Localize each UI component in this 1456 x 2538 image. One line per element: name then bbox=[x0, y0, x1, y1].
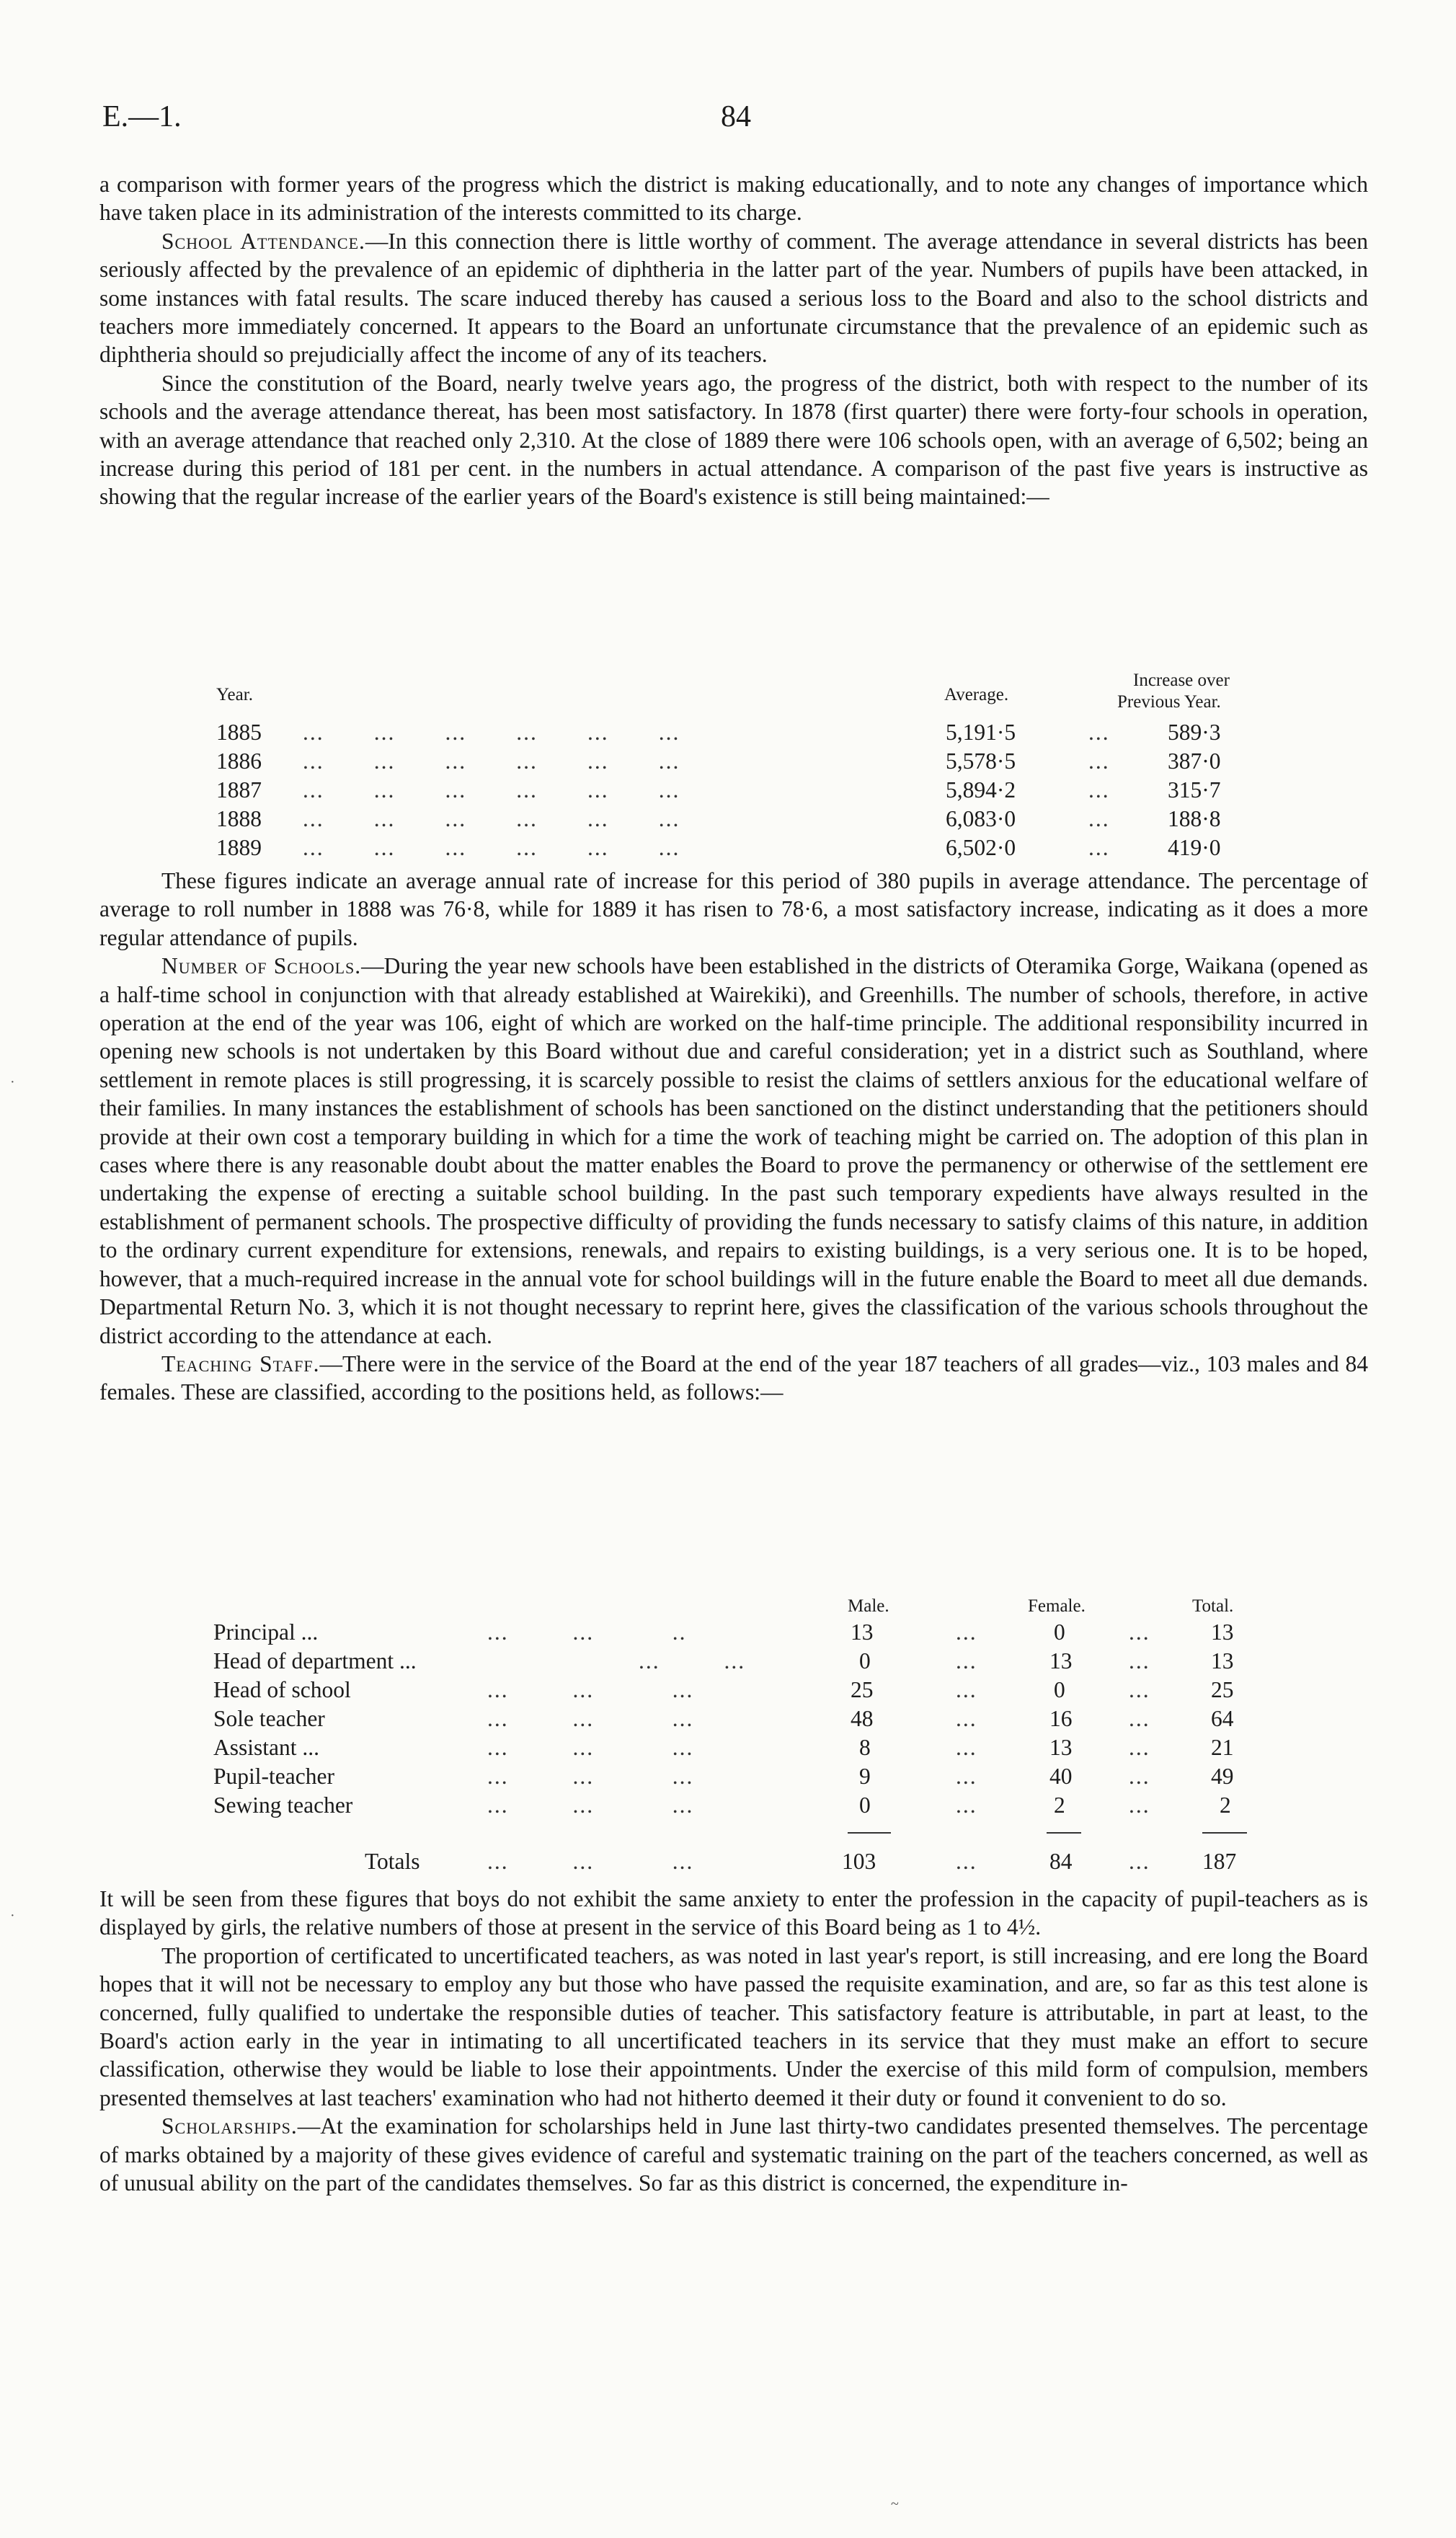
col-female-header: Female. bbox=[1028, 1596, 1086, 1616]
margin-speck: · bbox=[10, 1074, 15, 1090]
paragraph-teaching-staff-text: —There were in the service of the Board at the end of the year 187 teachers of all grades—viz., 103 males and 84 females. These are classified, according to the positions held, as follows:— bbox=[99, 1350, 1368, 1405]
heading-school-attendance: School Attendance. bbox=[161, 228, 365, 254]
table-row: Sole teacher ... ... ... 48 ... 16 ... 64 bbox=[213, 1706, 1234, 1731]
paragraph-number-of-schools-text: —During the year new schools have been established in the districts of Oteramika Gorge, Waikana (opened as a half-time school in conjunction with that already established at Wairekiki), and Greenhills. The number of schools, therefore, in active operation at the end of the year was 106, eight of which are worked on the half-time principle. The additional responsibility incurred in opening new schools is not undertaken by this Board without due and careful consideration; yet in a district such as Southland, where settlement in remote places is still progressing, it is scarcely possible to resist the claims of settlers anxious for the educational welfare of their families. In many instances the establishment of schools has been sanctioned on the distinct understanding that the petitioners should provide at their own cost a temporary building in which for a time the work of teaching might be carried on. The adoption of this plan in cases where there is any reasonable doubt about the matter enables the Board to prove the permanency or otherwise of the settlement ere undertaking the expense of erecting a suitable school building. In the past such temporary expedients have always resulted in the establishment of permanent schools. The prospective difficulty of providing the funds necessary to satisfy claims of this nature, in addition to the ordinary current expenditure for extensions, renewals, and repairs to existing buildings, is a very serious one. It is to be hoped, however, that a much-required increase in the annual vote for school buildings will in the future enable the Board to meet all due demands. Departmental Return No. 3, which it is not thought necessary to reprint here, gives the classification of the various schools throughout the district according to the attendance at each. bbox=[99, 953, 1368, 1348]
table-row: Sewing teacher ... ... ... 0 ... 2 ... 2 bbox=[213, 1792, 1231, 1818]
page-number: 84 bbox=[721, 100, 751, 133]
table-row: 1887 ... ... ... ... ... ... 5,894·2 ... 315·7 bbox=[216, 777, 1221, 802]
heading-scholarships: Scholarships. bbox=[161, 2113, 298, 2139]
paragraph-teaching-staff bbox=[99, 1350, 1368, 1407]
col-male-header: Male. bbox=[848, 1596, 889, 1616]
table-row: Head of school ... ... ... 25 ... 0 ... 25 bbox=[213, 1677, 1234, 1702]
heading-number-of-schools: Number of Schools. bbox=[161, 953, 362, 979]
page-header-ref: E.—1. bbox=[102, 100, 182, 133]
text-block-c bbox=[99, 1885, 1368, 2197]
text-block-a bbox=[99, 170, 1368, 511]
sum-rule-total bbox=[1202, 1832, 1247, 1834]
totals-label: Totals bbox=[365, 1849, 420, 1874]
col-increase-header-line1: Increase over bbox=[1133, 671, 1230, 690]
paragraph-seen-from-figures: It will be seen from these figures that boys do not exhibit the same anxiety to enter the profession in the capacity of pupil-teachers as is displayed by girls, the relative numbers of those at present in the service of this Board being as 1 to 4½. bbox=[99, 1886, 1368, 1940]
bottom-speck: ~ bbox=[891, 2496, 899, 2512]
paragraph-intro: a comparison with former years of the progress which the district is making educationally, and to note any changes of importance which have taken place in its administration of the interests committed to its charge. bbox=[99, 172, 1368, 226]
sum-rule-male bbox=[848, 1832, 891, 1834]
table-row: 1888 ... ... ... ... ... ... 6,083·0 ... 188·8 bbox=[216, 806, 1221, 831]
table-row: 1889 ... ... ... ... ... ... 6,502·0 ... 419·0 bbox=[216, 835, 1221, 860]
sum-rule-female bbox=[1047, 1832, 1081, 1834]
paragraph-scholarships-text: —At the examination for scholarships held in June last thirty-two candidates presented themselves. The percentage of marks obtained by a majority of these gives evidence of careful and systematic training on the part of the teachers concerned, as well as of unusual ability on the part of the candidates themselves. So far as this district is concerned, the expenditure in- bbox=[99, 2113, 1368, 2196]
paragraph-scholarships bbox=[99, 2112, 1368, 2197]
margin-speck: · bbox=[10, 1908, 15, 1924]
table-row: Pupil-teacher ... ... ... 9 ... 40 ... 49 bbox=[213, 1764, 1234, 1789]
table-row: Principal ... ... ... .. 13 ... 0 ... 13 bbox=[213, 1619, 1234, 1645]
heading-teaching-staff: Teaching Staff. bbox=[161, 1350, 320, 1376]
totals-row: Totals ... ... ... 103 ... 84 ... 187 bbox=[213, 1847, 1309, 1876]
col-increase-header-line2: Previous Year. bbox=[1117, 692, 1221, 712]
col-average-header: Average. bbox=[944, 685, 1009, 704]
paragraph-figures: These figures indicate an average annual rate of increase for this period of 380 pupils in average attendance. The percentage of average to roll number in 1888 was 76·8, while for 1889 it has risen to 78·6, a most satisfactory increase, indicating as it does a more regular attendance of pupils. bbox=[99, 868, 1368, 950]
paragraph-school-attendance-text: —In this connection there is little worthy of comment. The average attendance in several districts has been seriously affected by the prevalence of an epidemic of diphtheria in the latter part of the year. Numbers of pupils have been attacked, in some instances with fatal results. The scare induced thereby has caused a serious loss to the Board and also to the school districts and teachers more immediately concerned. It appears to the Board an unfortunate circumstance that the prevalence of an epidemic such as diphtheria should so prejudicially affect the income of any of its teachers. bbox=[99, 228, 1368, 368]
table-row: Head of department ... ... ... 0 ... 13 ... 13 bbox=[213, 1648, 1234, 1673]
table-row: Assistant ... ... ... ... 8 ... 13 ... 21 bbox=[213, 1735, 1234, 1760]
paragraph-certificated: The proportion of certificated to uncertificated teachers, as was noted in last year's report, is still increasing, and ere long the Board hopes that it will not be necessary to employ any but those who have passed the requisite examination, and are, so far as this test alone is concerned, fully qualified to undertake the responsible duties of teacher. This satisfactory feature is attributable, in part at least, to the Board's action early in the year in intimating to all uncertificated teachers in its service that they must make an effort to secure classification, otherwise they would be liable to lose their appointments. Under the exercise of this mild form of compulsion, members presented themselves at last teachers' examination who had not hitherto deemed it their duty or found it convenient to do so. bbox=[99, 1942, 1368, 2110]
col-total-header: Total. bbox=[1192, 1596, 1234, 1616]
paragraph-number-of-schools bbox=[99, 952, 1368, 1350]
paragraph-progress: Since the constitution of the Board, nearly twelve years ago, the progress of the district, both with respect to the number of its schools and the average attendance thereat, has been most satisfactory. In 1878 (first quarter) there were forty-four schools in operation, with an average attendance that reached only 2,310. At the close of 1889 there were 106 schools open, with an average of 6,502; being an increase during this period of 181 per cent. in the numbers in actual attendance. A comparison of the past five years is instructive as showing that the regular increase of the earlier years of the Board's existence is still being maintained:— bbox=[99, 370, 1368, 510]
table-row: 1885 ... ... ... ... ... ... 5,191·5 ... 589·3 bbox=[216, 720, 1221, 745]
text-block-b bbox=[99, 867, 1368, 1407]
col-year-header: Year. bbox=[216, 685, 253, 704]
table-row: 1886 ... ... ... ... ... ... 5,578·5 ... 387·0 bbox=[216, 748, 1221, 774]
paragraph-school-attendance bbox=[99, 227, 1368, 369]
